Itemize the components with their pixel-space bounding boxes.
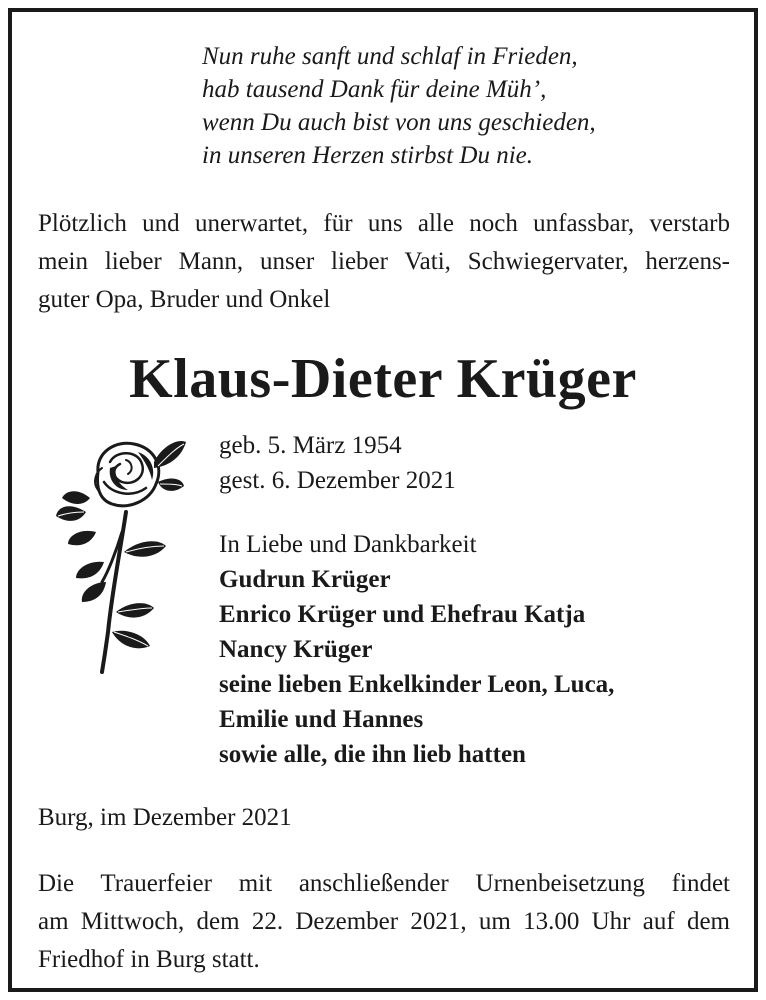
funeral-notice	[38, 865, 730, 979]
poem-line: Nun ruhe sanft und schlaf in Frieden,	[202, 43, 578, 70]
funeral-line: Die Trauerfeier mit anschließender Urnenbeisetzung findet	[38, 870, 730, 897]
intro-line: Plötzlich und unerwartet, für uns alle noch unfassbar, verstarb	[38, 210, 730, 237]
mourner-line: sowie alle, die ihn lieb hatten	[219, 741, 526, 768]
mourners	[219, 527, 614, 772]
poem-line: hab tausend Dank für deine Müh’,	[202, 76, 547, 103]
funeral-line: am Mittwoch, dem 22. Dezember 2021, um 13.00 Uhr auf dem	[38, 908, 730, 935]
deceased-name: Klaus-Dieter Krüger	[129, 348, 637, 410]
obituary-frame	[8, 8, 758, 992]
funeral-line: Friedhof in Burg statt.	[38, 946, 260, 973]
mourner-line: Nancy Krüger	[219, 636, 373, 663]
intro-line: mein lieber Mann, unser lieber Vati, Schwiegervater, herzens-	[38, 248, 730, 275]
death-date: gest. 6. Dezember 2021	[219, 467, 456, 494]
mourner-line: Gudrun Krüger	[219, 566, 391, 593]
birth-date: geb. 5. März 1954	[219, 432, 402, 459]
life-dates	[219, 428, 456, 498]
place-and-date: Burg, im Dezember 2021	[38, 804, 292, 831]
intro-text	[38, 205, 730, 319]
intro-line: guter Opa, Bruder und Onkel	[38, 286, 331, 313]
mourner-line: Emilie und Hannes	[219, 706, 424, 733]
mourner-line: seine lieben Enkelkinder Leon, Luca,	[219, 671, 615, 698]
poem	[202, 40, 596, 172]
poem-line: wenn Du auch bist von uns geschieden,	[202, 109, 596, 136]
mourners-intro: In Liebe und Dankbarkeit	[219, 531, 477, 558]
poem-line: in unseren Herzen stirbst Du nie.	[202, 142, 533, 169]
rose-icon	[46, 432, 186, 677]
mourner-line: Enrico Krüger und Ehefrau Katja	[219, 601, 586, 628]
